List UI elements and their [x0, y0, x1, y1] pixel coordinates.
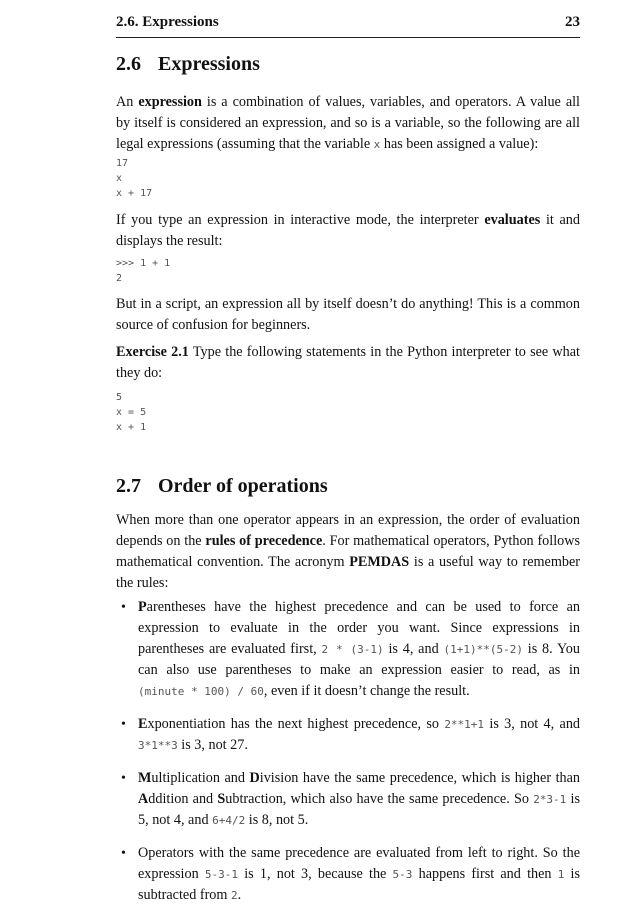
acronym-letter: A — [138, 791, 149, 807]
exercise-2-1 — [116, 342, 580, 384]
list-item-parentheses — [116, 597, 580, 702]
sec26-paragraph-1-wrap — [116, 92, 580, 155]
code-line: 2 — [116, 273, 123, 284]
sec26-paragraph-3-wrap — [116, 294, 580, 336]
text-run: is 8. You can also use parentheses to make an expression easier to read, as in — [138, 641, 580, 678]
precedence-list-wrap — [116, 597, 580, 918]
section-2-6-heading — [116, 52, 580, 76]
text-run: is a combination of values, variables, and operators. A value all by itself is considered an expression, and so is a variable, so the following are all legal expressions (assuming that the variable — [116, 94, 580, 152]
text-run: , even if it doesn’t change the result. — [263, 683, 470, 699]
header-rule — [116, 37, 580, 38]
acronym-letter: D — [249, 770, 260, 786]
inline-code: 2 * (3-1) — [321, 643, 384, 656]
code-line: 17 — [116, 158, 129, 169]
text-run: has been assigned a value): — [380, 136, 539, 152]
list-item-exponentiation — [116, 714, 580, 756]
text-run: is 8, not 5. — [245, 812, 309, 828]
precedence-list — [116, 597, 580, 906]
text-run: xponentiation has the next highest precedence, so — [147, 716, 445, 732]
code-line: x + 17 — [116, 188, 153, 199]
section-title: Expressions — [158, 53, 260, 75]
text-run: is 4, and — [383, 641, 444, 657]
inline-code: (1+1)**(5-2) — [443, 643, 523, 656]
inline-code: 5-3-1 — [204, 868, 239, 881]
text-run: is 5, not 4, and — [138, 791, 580, 828]
section-2-6-heading-wrap — [116, 52, 580, 76]
code-line: x + 1 — [116, 422, 147, 433]
inline-code: 2 — [230, 889, 238, 902]
section-2-7-heading-wrap — [116, 474, 580, 498]
code-line: >>> 1 + 1 — [116, 258, 171, 269]
code-line: x = 5 — [116, 407, 147, 418]
acronym-letter: S — [217, 791, 226, 807]
inline-code: 1 — [557, 868, 565, 881]
text-run: is 1, not 3, because the — [238, 866, 393, 882]
inline-code: 2**1+1 — [444, 718, 485, 731]
text-run: . — [237, 887, 242, 903]
inline-code: 6+4/2 — [212, 814, 246, 827]
text-run: If you type an expression in interactive mode, the interpreter — [116, 212, 485, 228]
text-run: When more than one operator appears in an expression, the order of evaluation depends on the — [116, 512, 580, 549]
exercise-2-1-wrap — [116, 342, 580, 384]
sec26-paragraph-2 — [116, 210, 580, 252]
inline-code: 5-3 — [392, 868, 413, 881]
running-header-section: 2.6. Expressions — [116, 14, 219, 30]
text-run: is 3, not 4, and — [484, 716, 581, 732]
text-run: happens first and then — [412, 866, 558, 882]
section-2-7-heading — [116, 474, 580, 498]
inline-code: 2*3-1 — [533, 793, 567, 806]
running-header — [116, 12, 580, 32]
section-title: Order of operations — [158, 475, 328, 497]
text-run: is subtracted from — [138, 866, 580, 903]
inline-code: x — [373, 138, 381, 151]
text-run: is a useful way to remember the rules: — [116, 554, 580, 591]
bullet-mark: • — [121, 717, 126, 732]
bullet-mark: • — [121, 846, 126, 861]
text-run: is 3, not 27. — [177, 737, 248, 753]
code-block-1 — [116, 156, 580, 201]
sec26-paragraph-3: But in a script, an expression all by itself doesn’t do anything! This is a common source of confusion for beginners. — [116, 296, 580, 333]
acronym-letter: M — [138, 770, 152, 786]
sec26-paragraph-2-wrap — [116, 210, 580, 252]
text-run: . For mathematical operators, Python follows mathematical convention. The acronym — [116, 533, 581, 570]
section-number: 2.6 — [116, 53, 141, 75]
term-evaluates: evaluates — [484, 212, 541, 228]
code-line: x — [116, 173, 123, 184]
text-run: ivision have the same precedence, which is higher than — [259, 770, 580, 786]
code-block-3 — [116, 390, 580, 435]
sec26-paragraph-1 — [116, 92, 580, 155]
exercise-label: Exercise 2.1 — [116, 344, 189, 360]
acronym-letter: E — [138, 716, 148, 732]
term-expression: expression — [138, 94, 202, 110]
section-number: 2.7 — [116, 475, 141, 497]
text-run: ultiplication and — [151, 770, 250, 786]
code-block-2 — [116, 256, 580, 286]
text-run: An — [116, 94, 139, 110]
acronym-letter: P — [138, 599, 147, 615]
sec27-paragraph-1-wrap — [116, 510, 580, 594]
sec27-paragraph-1 — [116, 510, 580, 594]
text-run: ubtraction, which also have the same precedence. So — [225, 791, 534, 807]
bullet-mark: • — [121, 771, 126, 786]
text-run: ddition and — [148, 791, 218, 807]
term-pemdas: PEMDAS — [349, 554, 410, 570]
list-item-left-to-right — [116, 843, 580, 906]
list-item-multiplication-division — [116, 768, 580, 831]
text-run: arentheses have the highest precedence and can be used to force an expression to evaluate in the order you want. Since expressions in parentheses are evaluated first, — [138, 599, 580, 657]
inline-code: (minute * 100) / 60 — [138, 685, 264, 698]
inline-code: 3*1**3 — [138, 739, 178, 752]
text-run: Operators with the same precedence are evaluated from left to right. So the expression — [138, 845, 580, 882]
text-run: it and displays the result: — [116, 212, 580, 249]
bullet-mark: • — [121, 600, 126, 615]
code-line: 5 — [116, 392, 123, 403]
page-number: 23 — [565, 14, 580, 30]
exercise-text: Type the following statements in the Python interpreter to see what they do: — [116, 344, 580, 381]
term-rules-of-precedence: rules of precedence — [205, 533, 323, 549]
